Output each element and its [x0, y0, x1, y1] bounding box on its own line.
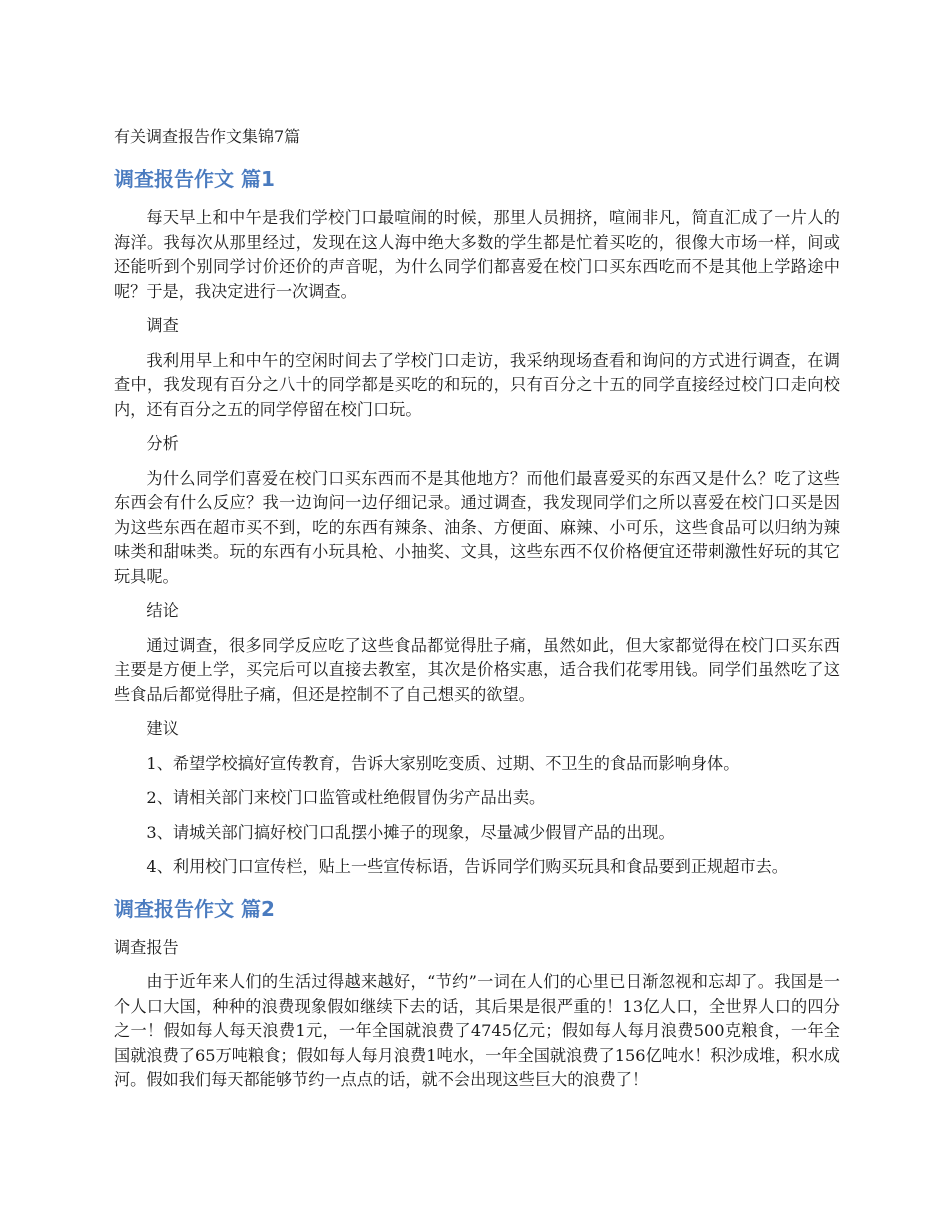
subheading-conclusion: 结论: [146, 601, 179, 620]
section-2-paragraph-1: 由于近年来人们的生活过得越来越好，“节约”一词在人们的心里已日渐忽视和忘却了。我国是一个人口大国，种种的浪费现象假如继续下去的话，其后果是很严重的！13亿人口，全世界人口的四分之一！假如每人每天浪费1元，一年全国就浪费了4745亿元；假如每人每月浪费500克粮食，一年全国就浪费了65万吨粮食；假如每人每月浪费1吨水，一年全国就浪费了156亿吨水！积沙成堆，积水成河。假如我们每天都能够节约一点点的话，就不会出现这些巨大的浪费了！: [114, 972, 840, 1089]
subheading-report: 调查报告: [114, 937, 179, 957]
suggestion-item-2: 2、请相关部门来校门口监管或杜绝假冒伪劣产品出卖。: [146, 788, 546, 807]
section-1-paragraph-1: 每天早上和中午是我们学校门口最喧闹的时候，那里人员拥挤，喧闹非凡，简直汇成了一片人的海洋。我每次从那里经过，发现在这人海中绝大多数的学生都是忙着买吃的，很像大市场一样，间或还能听到个别同学讨价还价的声音呢，为什么同学们都喜爱在校门口买东西吃而不是其他上学路途中呢？于是，我决定进行一次调查。: [114, 208, 840, 301]
suggestion-item-3: 3、请城关部门搞好校门口乱摆小摊子的现象，尽量减少假冒产品的出现。: [146, 822, 675, 842]
suggestion-item-1: 1、希望学校搞好宣传教育，告诉大家别吃变质、过期、不卫生的食品而影响身体。: [146, 753, 740, 773]
section-1-paragraph-3: 为什么同学们喜爱在校门口买东西而不是其他地方？而他们最喜爱买的东西又是什么？吃了这些东西会有什么反应？我一边询问一边仔细记录。通过调查，我发现同学们之所以喜爱在校门口买是因为这些东西在超市买不到，吃的东西有辣条、油条、方便面、麻辣、小可乐，这些食品可以归纳为辣味类和甜味类。玩的东西有小玩具枪、小抽奖、文具，这些东西不仅价格便宜还带刺激性好玩的其它玩具呢。: [114, 468, 840, 586]
section-1-heading: 调查报告作文 篇1: [114, 167, 275, 191]
section-2-heading: 调查报告作文 篇2: [114, 896, 275, 921]
section-1-paragraph-4: 通过调查，很多同学反应吃了这些食品都觉得肚子痛，虽然如此，但大家都觉得在校门口买东西主要是方便上学，买完后可以直接去教室，其次是价格实惠，适合我们花零用钱。同学们虽然吃了这些食品后都觉得肚子痛，但还是控制不了自己想买的欲望。: [114, 635, 840, 704]
suggestion-item-4: 4、利用校门口宣传栏，贴上一些宣传标语，告诉同学们购买玩具和食品要到正规超市去。: [146, 857, 788, 876]
document-page: [114, 124, 840, 1103]
subheading-analysis: 分析: [146, 434, 179, 453]
section-1-paragraph-2: 我利用早上和中午的空闲时间去了学校门口走访，我采纳现场查看和询问的方式进行调查，在调查中，我发现有百分之八十的同学都是买吃的和玩的，只有百分之十五的同学直接经过校门口走向校内，还有百分之五的同学停留在校门口玩。: [114, 350, 840, 419]
subheading-suggestion: 建议: [146, 719, 179, 738]
subheading-investigate: 调查: [146, 316, 179, 335]
document-title: 有关调查报告作文集锦7篇: [114, 127, 301, 146]
